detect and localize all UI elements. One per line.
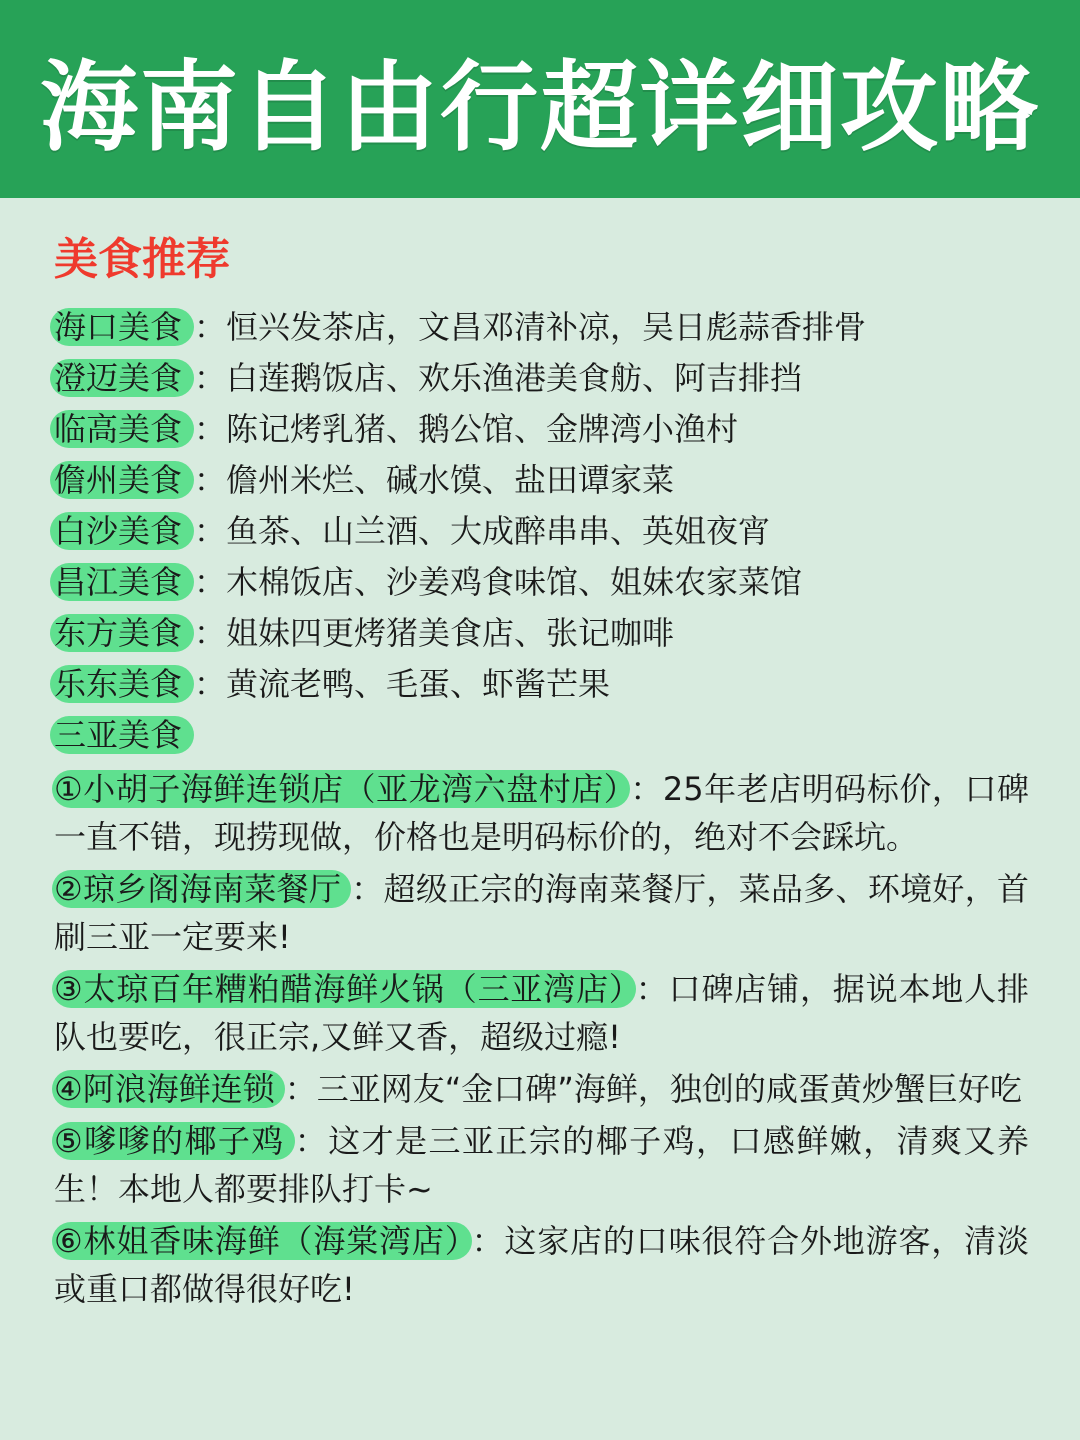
sanya-heading — [54, 710, 1029, 761]
shop-name: ⑥林姐香味海鲜（海棠湾店） — [52, 1222, 472, 1260]
region-food: ：黄流老鸭、毛蛋、虾酱芒果 — [194, 665, 611, 703]
region-food-list — [54, 302, 1029, 710]
shop-desc: ：这才是三亚正宗的椰子鸡，口感鲜嫩，清爽又养生！本地人都要排队打卡~ — [54, 1122, 1029, 1208]
shop-desc: ：25年老店明码标价，口碑一直不错，现捞现做，价格也是明码标价的，绝对不会踩坑。 — [54, 770, 1029, 856]
list-item — [54, 659, 1029, 710]
region-food: ：姐妹四更烤猪美食店、张记咖啡 — [194, 614, 675, 652]
list-item — [54, 557, 1029, 608]
list-item — [54, 404, 1029, 455]
sanya-title: 三亚美食 — [50, 716, 194, 754]
region-food: ：儋州米烂、碱水馍、盐田谭家菜 — [194, 461, 675, 499]
list-item — [54, 353, 1029, 404]
shop-name: ④阿浪海鲜连锁 — [52, 1070, 285, 1108]
shop-name: ⑤嗲嗲的椰子鸡 — [52, 1122, 295, 1160]
shop-item — [54, 1117, 1029, 1213]
shop-name: ③太琼百年糟粕醋海鲜火锅（三亚湾店） — [52, 970, 636, 1008]
region-name: 白沙美食 — [50, 512, 194, 550]
list-item — [54, 302, 1029, 353]
region-name: 海口美食 — [50, 308, 194, 346]
shop-desc: ：三亚网友“金口碑”海鲜，独创的咸蛋黄炒蟹巨好吃 — [284, 1070, 1022, 1108]
section-title: 美食推荐 — [54, 234, 230, 285]
shop-item — [54, 965, 1029, 1061]
region-name: 昌江美食 — [50, 563, 194, 601]
shop-item — [54, 1217, 1029, 1313]
page-header — [0, 0, 1080, 198]
region-food: ：陈记烤乳猪、鹅公馆、金牌湾小渔村 — [194, 410, 739, 448]
shop-item — [54, 765, 1029, 861]
region-name: 儋州美食 — [50, 461, 194, 499]
shop-desc: ：超级正宗的海南菜餐厅，菜品多、环境好，首刷三亚一定要来! — [54, 870, 1029, 956]
shop-item — [54, 1065, 1029, 1113]
list-item — [54, 455, 1029, 506]
region-food: ：鱼茶、山兰酒、大成醉串串、英姐夜宵 — [194, 512, 771, 550]
region-food: ：恒兴发茶店，文昌邓清补凉，吴日彪蒜香排骨 — [194, 308, 867, 346]
region-name: 临高美食 — [50, 410, 194, 448]
list-item — [54, 608, 1029, 659]
list-item — [54, 506, 1029, 557]
shop-desc: ：这家店的口味很符合外地游客，清淡或重口都做得很好吃! — [54, 1222, 1029, 1308]
shop-name: ②琼乡阁海南菜餐厅 — [52, 870, 351, 908]
region-name: 东方美食 — [50, 614, 194, 652]
region-name: 乐东美食 — [50, 665, 194, 703]
shop-item — [54, 865, 1029, 961]
shop-name: ①小胡子海鲜连锁店（亚龙湾六盘村店） — [52, 770, 630, 808]
region-food: ：白莲鹅饭店、欢乐渔港美食舫、阿吉排挡 — [194, 359, 803, 397]
region-name: 澄迈美食 — [50, 359, 194, 397]
content — [54, 232, 1029, 1317]
region-food: ：木棉饭店、沙姜鸡食味馆、姐妹农家菜馆 — [194, 563, 803, 601]
shop-desc: ：口碑店铺，据说本地人排队也要吃，很正宗,又鲜又香，超级过瘾! — [54, 970, 1029, 1056]
page-title: 海南自由行超详细攻略 — [39, 50, 1040, 165]
